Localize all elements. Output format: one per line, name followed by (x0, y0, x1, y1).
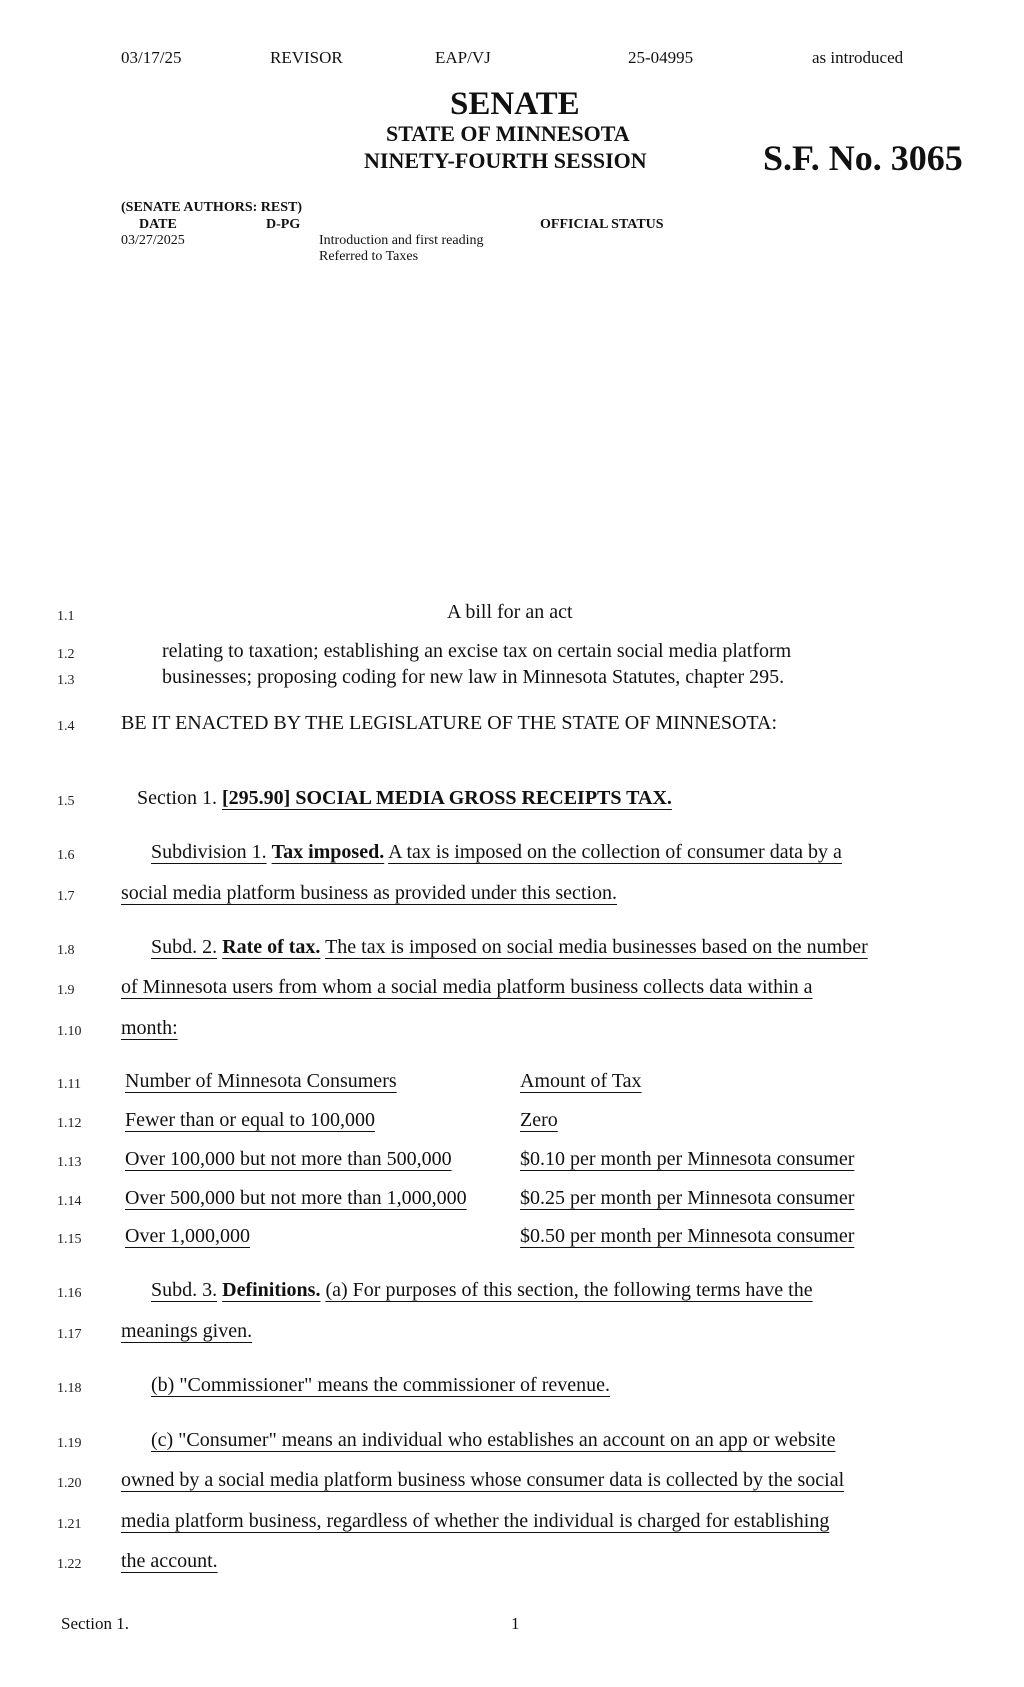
line-number: 1.1 (57, 609, 75, 624)
bill-title-line1: relating to taxation; establishing an excise tax on certain social media platform (162, 640, 792, 662)
header-initials: EAP/VJ (435, 48, 491, 67)
line-number: 1.22 (57, 1557, 82, 1572)
line-number: 1.21 (57, 1517, 82, 1532)
subd1-line1 (151, 841, 842, 864)
header-status: as introduced (812, 48, 904, 67)
subd3-line2: meanings given. (121, 1320, 253, 1342)
table-header-consumers: Number of Minnesota Consumers (125, 1070, 397, 1092)
line-number: 1.7 (57, 889, 75, 904)
definition-c-line1: (c) "Consumer" means an individual who establishes an account on an app or website (151, 1429, 836, 1451)
definition-c-line4: the account. (121, 1550, 218, 1572)
footer-section: Section 1. (61, 1614, 129, 1633)
line-number: 1.16 (57, 1286, 82, 1301)
subd3-label: Subd. 3. (151, 1279, 218, 1301)
status-entry-date: 03/27/2025 (121, 233, 185, 248)
line-number: 1.5 (57, 794, 75, 809)
section-heading (137, 787, 672, 810)
subd1-heading: Tax imposed. (271, 841, 385, 863)
line-number: 1.10 (57, 1024, 82, 1039)
line-number: 1.18 (57, 1381, 82, 1396)
line-number: 1.11 (57, 1077, 81, 1092)
table-cell-tax: Zero (520, 1109, 558, 1131)
dpg-column-header: D-PG (266, 217, 301, 232)
session-title: NINETY-FOURTH SESSION (364, 148, 647, 173)
subd2-text: The tax is imposed on social media businesses based on the number (325, 936, 868, 958)
table-cell-consumers: Fewer than or equal to 100,000 (125, 1109, 375, 1131)
line-number: 1.15 (57, 1232, 82, 1247)
bill-title-line2: businesses; proposing coding for new law in Minnesota Statutes, chapter 295. (162, 666, 785, 688)
subd3-line1 (151, 1279, 813, 1302)
table-cell-consumers: Over 500,000 but not more than 1,000,000 (125, 1187, 467, 1209)
bill-heading: A bill for an act (447, 601, 573, 623)
line-number: 1.6 (57, 848, 75, 863)
chamber-title: SENATE (450, 86, 580, 122)
subd2-line2: of Minnesota users from whom a social media platform business collects data within a (121, 976, 813, 998)
line-number: 1.14 (57, 1194, 82, 1209)
header-date: 03/17/25 (121, 48, 182, 67)
subd1-text: A tax is imposed on the collection of consumer data by a (388, 841, 842, 863)
state-title: STATE OF MINNESOTA (386, 121, 630, 146)
subd1-line2: social media platform business as provided under this section. (121, 882, 618, 904)
bill-number: S.F. No. 3065 (763, 138, 963, 178)
line-number: 1.3 (57, 673, 75, 688)
line-number: 1.12 (57, 1116, 82, 1131)
section-title: [295.90] SOCIAL MEDIA GROSS RECEIPTS TAX. (222, 787, 672, 809)
page-number: 1 (511, 1614, 520, 1633)
status-entry-line1: Introduction and first reading (319, 233, 484, 248)
header-revisor: REVISOR (270, 48, 343, 67)
subd3-text: (a) For purposes of this section, the following terms have the (325, 1279, 813, 1301)
subd2-line1 (151, 936, 868, 959)
table-cell-tax: $0.10 per month per Minnesota consumer (520, 1148, 855, 1170)
table-cell-consumers: Over 100,000 but not more than 500,000 (125, 1148, 452, 1170)
definition-c-line2: owned by a social media platform business whose consumer data is collected by the social (121, 1469, 845, 1491)
definition-b: (b) "Commissioner" means the commissioner of revenue. (151, 1374, 611, 1396)
definition-c-line3: media platform business, regardless of whether the individual is charged for establishing (121, 1510, 830, 1532)
line-number: 1.17 (57, 1327, 82, 1342)
line-number: 1.20 (57, 1476, 82, 1491)
table-cell-tax: $0.25 per month per Minnesota consumer (520, 1187, 855, 1209)
line-number: 1.8 (57, 943, 75, 958)
date-column-header: DATE (139, 217, 177, 232)
subd2-heading: Rate of tax. (222, 936, 321, 958)
line-number: 1.2 (57, 647, 75, 662)
table-cell-tax: $0.50 per month per Minnesota consumer (520, 1225, 855, 1247)
subd3-heading: Definitions. (222, 1279, 321, 1301)
status-entry-line2: Referred to Taxes (319, 249, 419, 264)
table-cell-consumers: Over 1,000,000 (125, 1225, 250, 1247)
line-number: 1.19 (57, 1436, 82, 1451)
authors-label: (SENATE AUTHORS: REST) (121, 200, 303, 215)
enacting-clause: BE IT ENACTED BY THE LEGISLATURE OF THE STATE OF MINNESOTA: (121, 712, 778, 734)
table-header-tax: Amount of Tax (520, 1070, 642, 1092)
subd2-line3: month: (121, 1017, 178, 1039)
subd1-label: Subdivision 1. (151, 841, 267, 863)
official-status-header: OFFICIAL STATUS (540, 217, 664, 232)
section-label: Section 1. (137, 787, 217, 809)
line-number: 1.9 (57, 983, 75, 998)
header-doc-id: 25-04995 (628, 48, 694, 67)
line-number: 1.4 (57, 719, 75, 734)
subd2-label: Subd. 2. (151, 936, 218, 958)
line-number: 1.13 (57, 1155, 82, 1170)
